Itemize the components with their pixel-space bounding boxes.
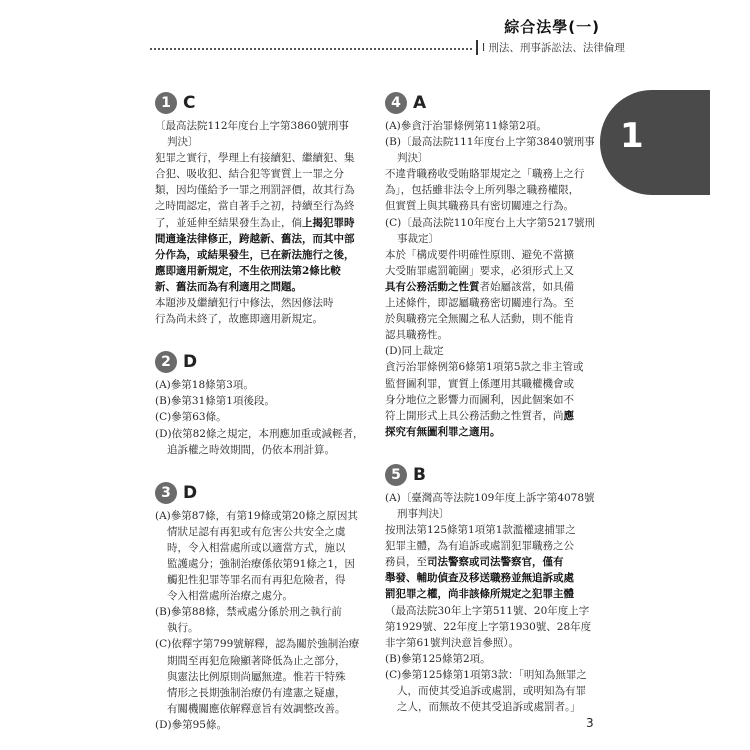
explanation-line: (A)參貪汙治罪條例第11條第2項。 <box>385 120 547 132</box>
explanation-line: 新、舊法而為有利適用之問題。 <box>155 280 302 293</box>
explanation-line: 之時間認定，當自著手之初，持續至行為終 <box>155 200 355 213</box>
explanation-line: (B)參第88條，禁戒處分係於刑之執行前 <box>155 606 342 619</box>
answer-block <box>385 92 603 440</box>
explanation-line: (D)同上裁定 <box>385 345 444 358</box>
answer-letter: B <box>413 464 426 485</box>
explanation-line: (C)〔最高法院110年度台上大字第5217號刑 <box>385 216 595 229</box>
answer-letter: D <box>183 482 198 503</box>
question-number-badge: 3 <box>155 482 177 504</box>
answer-block <box>155 351 373 457</box>
explanation-line: 類，因均僅給予一罪之刑罰評價，故其行為 <box>155 184 355 197</box>
answer-block <box>385 464 603 715</box>
explanation-line: 與憲法比例原則尚屬無違。惟若干特殊 <box>167 670 346 683</box>
explanation-line: 事裁定〕 <box>397 232 439 245</box>
answer-block <box>155 482 373 733</box>
explanation-line: (C)參第63條。 <box>155 411 227 424</box>
right-column <box>385 92 603 715</box>
explanation-line: 為」，包括雖非法令上所列舉之職務權限， <box>385 184 580 197</box>
header-separator <box>476 40 478 55</box>
answer-letter: A <box>413 93 427 113</box>
explanation-line: 刑事判決〕 <box>397 507 450 520</box>
page-header-subtitle: Ⅰ 刑法、刑事訴訟法、法律倫理 <box>482 42 625 54</box>
explanation-line: (C)參第125條第1項第3款：「明知為無罪之 <box>385 668 587 681</box>
answer-header <box>155 351 373 373</box>
explanation-line: 應即適用新規定，不生依刑法第2條比較 <box>155 264 341 277</box>
chapter-tab <box>600 90 710 195</box>
explanation-line: 不違背職務收受賄賂罪規定之「職務上之行 <box>385 168 585 181</box>
explanation-line: 於與職務完全無關之私人活動，則不能肯 <box>385 313 574 326</box>
explanation-line: 貪污治罪條例第6條第1項第5款之非主管或 <box>385 361 584 374</box>
explanation-line: 按刑法第125條第1項第1款濫權逮捕罪之 <box>385 524 576 537</box>
answer-letter: C <box>183 93 196 113</box>
header-dotted-rule <box>150 48 472 50</box>
question-number-badge: 2 <box>155 351 177 373</box>
explanation-line: 本於「構成要件明確性原則、避免不當擴 <box>385 248 574 261</box>
answer-spacer <box>385 440 603 464</box>
explanation-line: 判決〕 <box>167 136 199 149</box>
emphasis-text: 應 <box>563 409 574 422</box>
explanation-line: (D)依第82條之規定，本刑應加重或減輕者， <box>155 427 364 440</box>
explanation-line: 令入相當處所治療之處分。 <box>167 590 293 603</box>
explanation-line: 間適逢法律修正，跨越新、舊法，而其中部 <box>155 232 355 245</box>
explanation-line: 〔最高法院112年度台上字第3860號刑事 <box>155 120 349 132</box>
explanation-line: 判決〕 <box>397 152 429 165</box>
question-number-badge: 4 <box>385 92 407 114</box>
explanation-line: (A)參第18條第3項。 <box>155 379 254 392</box>
question-number-badge: 5 <box>385 464 407 486</box>
explanation-line: 有關機關應依解釋意旨有效調整改善。 <box>167 702 346 715</box>
explanation-line: 非字第61號判決意旨參照）。 <box>385 636 520 649</box>
answer-letter: D <box>183 352 198 373</box>
explanation-line: (B)〔最高法院111年度台上字第3840號刑事 <box>385 136 595 149</box>
explanation-line: 人，而使其受追訴或處罰，或明知為有罪 <box>397 685 586 697</box>
chapter-number: 1 <box>620 116 644 156</box>
page-header-title: 綜合法學(一) <box>504 18 600 36</box>
emphasis-text: 具有公務活動之性質 <box>385 280 480 293</box>
answer-header <box>155 482 373 504</box>
explanation-line: （最高法院30年上字第511號、20年度上字 <box>385 604 590 617</box>
explanation-line: 認具職務性。 <box>385 329 448 342</box>
explanation-line: (C)依釋字第799號解釋，認為關於強制治療 <box>155 638 360 651</box>
explanation-line: 犯罪之實行，學理上有接續犯、繼續犯、集 <box>155 152 355 165</box>
explanation-line: 但實質上與其職務具有密切關連之行為。 <box>385 200 574 213</box>
explanation-line: 犯罪主體，為有追訴或處罰犯罪職務之公 <box>385 540 574 553</box>
explanation-line: 探究有無圖利罪之適用。 <box>385 425 501 438</box>
answer-spacer <box>155 327 373 351</box>
explanation-line: 情狀足認有再犯或有危害公共安全之虞 <box>167 525 346 538</box>
answer-header <box>155 92 373 114</box>
explanation-line: 觸犯性犯罪等罪名而有再犯危險者，得 <box>167 574 346 587</box>
explanation-line: 時，令入相當處所或以適當方式，施以 <box>167 541 346 554</box>
explanation-line: 本題涉及繼續犯行中修法，然因修法時 <box>155 297 334 310</box>
explanation-line: 符上開形式上具公務活動之性質者，尚應 <box>385 409 574 422</box>
explanation-line: 追訴權之時效期間，仍依本刑計算。 <box>167 443 335 456</box>
explanation-line: 監督圖利罪，實質上係運用其職權機會或 <box>385 377 574 390</box>
explanation-line: (A)參第87條，有第19條或第20條之原因其 <box>155 509 358 522</box>
emphasis-text: 司法警察或司法警察官，僅有 <box>427 556 564 569</box>
explanation-line: 舉發、輔助偵查及移送職務並無追訴或處 <box>385 572 574 585</box>
explanation-line: 行為尚未終了，故應即適用新規定。 <box>155 313 323 326</box>
explanation-line: 合犯、吸收犯、結合犯等實質上一罪之分 <box>155 168 344 181</box>
explanation-line: 期間至再犯危險顯著降低為止之部分， <box>167 654 346 667</box>
explanation-line: 第1929號、22年度上字第1930號、28年度 <box>385 620 592 633</box>
explanation-line: 了，並延伸至結果發生為止，倘上揭犯罪時 <box>155 216 355 229</box>
explanation-line: 務員，至司法警察或司法警察官，僅有 <box>385 556 564 569</box>
page-number: 3 <box>586 716 594 730</box>
answer-spacer <box>155 458 373 482</box>
explanation-line: 具有公務活動之性質者始屬該當，如具備 <box>385 280 574 293</box>
question-number-badge: 1 <box>155 92 177 114</box>
emphasis-text: 上揭犯罪時 <box>302 216 355 229</box>
explanation-line: 分作為，或結果發生，已在新法施行之後， <box>155 248 355 261</box>
explanation-line: (B)參第31條第1項後段。 <box>155 395 275 408</box>
explanation-line: 大受賄罪處罰範圍」要求，必須形式上又 <box>385 264 574 277</box>
explanation-line: 監護處分；強制治療係依第91條之1，因 <box>167 557 356 570</box>
answer-block <box>155 92 373 327</box>
explanation-line: 上述條件，即認屬職務密切關連行為。至 <box>385 297 574 310</box>
explanation-line: 執行。 <box>167 622 199 635</box>
explanation-line: 之人，而無故不使其受追訴或處罰者。」 <box>397 701 581 714</box>
answer-header <box>385 464 603 486</box>
explanation-line: 身分地位之影響力而圖利，因此個案如不 <box>385 393 574 406</box>
explanation-line: (A)〔臺灣高等法院109年度上訴字第4078號 <box>385 491 595 504</box>
explanation-line: (B)參第125條第2項。 <box>385 652 491 665</box>
explanation-line: (D)參第95條。 <box>155 718 227 731</box>
explanation-line: 情形之長期強制治療仍有違憲之疑慮， <box>167 686 346 699</box>
left-column <box>155 92 373 733</box>
answer-header <box>385 92 603 114</box>
explanation-line: 罰犯罪之權，尚非該條所規定之犯罪主體 <box>385 588 574 601</box>
